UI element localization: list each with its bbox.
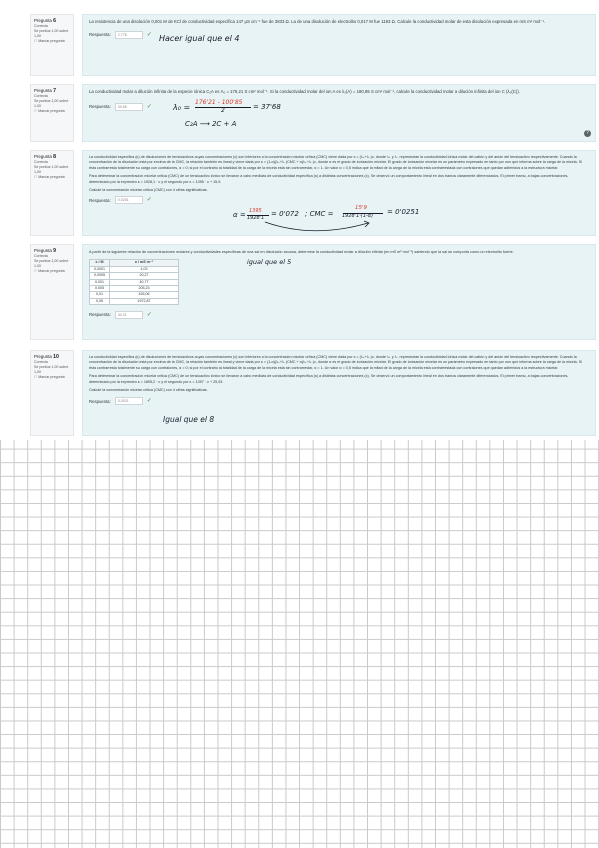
handwritten-numerator: 176'21 - 100'85 bbox=[195, 99, 243, 106]
flag-question-link[interactable]: ⚐ Marcar pregunta bbox=[34, 175, 65, 179]
question-state: Correcta bbox=[34, 160, 48, 164]
question-content bbox=[82, 150, 596, 236]
answer-label: Respuesta: bbox=[89, 398, 111, 404]
flag-question-link[interactable]: ⚐ Marcar pregunta bbox=[34, 269, 65, 273]
question-7 bbox=[30, 84, 596, 142]
answer-row bbox=[89, 196, 589, 204]
question-number: 8 bbox=[53, 154, 56, 160]
handwritten-lambda: λ₀ = bbox=[173, 103, 191, 112]
question-number: 9 bbox=[53, 248, 56, 254]
question-score: Se puntúa 1,00 sobre 1,00 bbox=[34, 29, 69, 38]
correct-check-icon: ✓ bbox=[146, 398, 152, 405]
question-text: La resistencia de una disolución 0,001 M de KCl de conductividad específica 147 µS cm⁻¹ fue de 3833 Ω. La de una disolución de electrolito 0,017 M fue 1193 Ω. Calcule la conductividad molar de esta disolución expresada en mS m² mol⁻¹. bbox=[89, 19, 546, 24]
handwritten-cmc-denominator: 1928'1·(1-α) bbox=[342, 213, 374, 219]
question-score: Se puntúa 1,00 sobre 1,00 bbox=[34, 259, 69, 268]
question-text-definition: La conductividad específica (κ) de disoluciones de tensioactivos cuyas concentraciones (c) son inferiores a la concentración micelar crítica (CMC) viene dada por κ = (λ₊+λ₋)c, donde λ₊ y λ₋ representan la conductividad iónica molar del catión y del anión del tensioactivo respectivamente. Cuando la concentración de la disolución está por encima de la CMC, la relación también es lineal y viene dada por κ = (1-α)(λ₊+λ₋)CMC + α(λ₊+λ₋)c, donde α es el grado de ionización micelar. El grado de ionización micelar es un parámetro expresado en tanto por uno que informa sobre la carga de la micela. Si ésta contrarresta totalmente su carga con contraiones, α = 0; si por el contrario la totalidad de la carga de la micela está sin contrarrestar, α = 1. Un valor α = 0,5 indica que la mitad de la carga de la micela está contrarrestada con contraiones que quedan adheridos a la estructura micelar. bbox=[89, 355, 582, 370]
table-row: 0,0005 20,27 bbox=[90, 273, 179, 279]
answer-input[interactable]: 0,0251 bbox=[115, 196, 143, 204]
answer-row bbox=[89, 397, 589, 405]
table-row: 0,0001 4,03 bbox=[90, 266, 179, 272]
answer-label: Respuesta: bbox=[89, 104, 111, 110]
handwritten-cmc: ; CMC = bbox=[305, 210, 334, 218]
handwritten-note: igual que el 5 bbox=[247, 258, 292, 266]
question-text-task: Calcule la concentración micelar crítica (CMC) con 4 cifras significativas. bbox=[89, 388, 208, 393]
table-row: 0,05 1972,87 bbox=[90, 298, 179, 304]
question-content bbox=[82, 350, 596, 436]
answer-row bbox=[89, 311, 589, 319]
answer-label: Respuesta: bbox=[89, 312, 111, 318]
table-row: 0,01 426,06 bbox=[90, 292, 179, 298]
handwritten-arrow-icon bbox=[263, 219, 373, 235]
flag-question-link[interactable]: ⚐ Marcar pregunta bbox=[34, 39, 65, 43]
question-8 bbox=[30, 150, 596, 236]
question-text: A partir de la siguiente relación de concentraciones molares y conductividades específicas de una sal en disolución acuosa, determine la conductividad molar a dilución infinita (en mS m² mol⁻¹) sabiendo que la sal se comporta como un electrolito fuerte. bbox=[89, 250, 514, 254]
question-state: Correcta bbox=[34, 94, 48, 98]
question-text-task: Calcule la concentración micelar crítica (CMC) con 4 cifras significativas. bbox=[89, 188, 208, 193]
answer-input[interactable]: 40,31 bbox=[115, 311, 143, 319]
table-row: 0,005 205,23 bbox=[90, 286, 179, 292]
answer-label: Respuesta: bbox=[89, 197, 111, 203]
handwritten-alpha-result: = 0'072 bbox=[271, 210, 299, 218]
question-info: Pregunta 8 Correcta Se puntúa 1,00 sobre 1,00 ⚐ Marcar pregunta bbox=[30, 150, 74, 236]
question-number: 7 bbox=[53, 88, 56, 94]
question-info: Pregunta 6 Correcta Se puntúa 1,00 sobre 1,00 ⚐ Marcar pregunta bbox=[30, 14, 74, 76]
question-9 bbox=[30, 244, 596, 340]
correct-check-icon: ✓ bbox=[146, 32, 152, 39]
handwritten-alpha: α = bbox=[233, 211, 246, 219]
handwritten-cmc-numerator: 15'9 bbox=[355, 205, 368, 211]
handwritten-note: Hacer igual que el 4 bbox=[159, 34, 240, 43]
handwritten-cmc-result: = 0'0251 bbox=[387, 208, 420, 216]
help-icon[interactable]: ? bbox=[584, 130, 591, 137]
flag-question-link[interactable]: ⚐ Marcar pregunta bbox=[34, 109, 65, 113]
flag-question-link[interactable]: ⚐ Marcar pregunta bbox=[34, 375, 65, 379]
handwritten-denominator: 2 bbox=[221, 107, 225, 114]
correct-check-icon: ✓ bbox=[146, 312, 152, 319]
correct-check-icon: ✓ bbox=[146, 104, 152, 111]
question-score: Se puntúa 1,00 sobre 1,00 bbox=[34, 365, 69, 374]
question-info: Pregunta 10 Correcta Se puntúa 1,00 sobre 1,00 ⚐ Marcar pregunta bbox=[30, 350, 74, 436]
question-text-definition: La conductividad específica (κ) de disoluciones de tensioactivos cuyas concentraciones (c) son inferiores a la concentración micelar crítica (CMC) viene dada por κ = (λ₊+λ₋)c, donde λ₊ y λ₋ representan la conductividad iónica molar del catión y del anión del tensioactivo respectivamente. Cuando la concentración de la disolución está por encima de la CMC, la relación también es lineal y viene dada por κ = (1-α)(λ₊+λ₋)CMC + α(λ₊+λ₋)c, donde α es el grado de ionización micelar. El grado de ionización micelar es un parámetro expresado en tanto por uno que informa sobre la carga de la micela. Si ésta contrarresta totalmente su carga con contraiones, α = 0; si por el contrario la totalidad de la carga de la micela está sin contrarrestar, α = 1. Un valor α = 0,5 indica que la mitad de la carga de la micela está contrarrestada con contraiones que quedan adheridos a la estructura micelar. bbox=[89, 155, 582, 170]
handwritten-note: Igual que el 8 bbox=[163, 415, 215, 424]
answer-input[interactable]: 2,778 bbox=[115, 31, 143, 39]
handwritten-reaction: C₂A ⟶ 2C + A bbox=[185, 120, 237, 128]
data-table bbox=[89, 259, 179, 305]
table-header: κ / mS m⁻¹ bbox=[110, 260, 179, 266]
question-content bbox=[82, 84, 596, 142]
question-score: Se puntúa 1,00 sobre 1,00 bbox=[34, 165, 69, 174]
handwritten-alpha-denominator: 1928'1 bbox=[247, 215, 265, 221]
question-info: Pregunta 7 Correcta Se puntúa 1,00 sobre 1,00 ⚐ Marcar pregunta bbox=[30, 84, 74, 142]
question-text: La conductividad molar a dilución infinita de la especie iónica C₂A es Λ₀ = 176,21 S cm² mol⁻¹. Si la conductividad molar del ion A es λ₀(A) = 180,85 S cm² mol⁻¹, calcule la conductividad molar a dilución infinita del ion C (λ₀(C)). bbox=[89, 89, 520, 94]
answer-label: Respuesta: bbox=[89, 32, 111, 38]
question-text-experiment: Para determinar la concentración micelar crítica (CMC) de un tensioactivo iónico se llevaron a cabo medidas de conductividad específica (κ) a distintas concentraciones (c). Se observó un comportamiento lineal en dos tramos claramente diferenciados. El primer tramo, a bajas concentraciones, determinado por la expresión κ = 1928,1 · c y el segundo por κ = 1395 · c + 15,9. bbox=[89, 174, 569, 184]
answer-input[interactable]: 0,0521 bbox=[115, 397, 143, 405]
question-number: 6 bbox=[53, 18, 56, 24]
question-6 bbox=[30, 14, 596, 76]
answer-input[interactable]: 39,68 bbox=[115, 103, 143, 111]
question-text-experiment: Para determinar la concentración micelar crítica (CMC) de un tensioactivo iónico se llevaron a cabo medidas de conductividad específica (κ) a distintas concentraciones (c). Se observó un comportamiento lineal en dos tramos claramente diferenciados. El primer tramo, a bajas concentraciones, determinado por la expresión κ = 1895,2 · c y el segundo por κ = 1397 · c + 25,93. bbox=[89, 374, 569, 384]
question-number: 10 bbox=[53, 354, 59, 360]
question-info: Pregunta 9 Correcta Se puntúa 1,00 sobre 1,00 ⚐ Marcar pregunta bbox=[30, 244, 74, 340]
question-content bbox=[82, 244, 596, 340]
table-header: c / M bbox=[90, 260, 110, 266]
table-row: 0,001 40,77 bbox=[90, 279, 179, 285]
correct-check-icon: ✓ bbox=[146, 197, 152, 204]
answer-row bbox=[89, 103, 589, 111]
handwritten-alpha-numerator: 1395 bbox=[249, 208, 262, 214]
question-state: Correcta bbox=[34, 254, 48, 258]
question-state: Correcta bbox=[34, 360, 48, 364]
question-content bbox=[82, 14, 596, 76]
handwritten-result: = 37'68 bbox=[253, 103, 281, 111]
question-state: Correcta bbox=[34, 24, 48, 28]
question-score: Se puntúa 1,00 sobre 1,00 bbox=[34, 99, 69, 108]
question-10 bbox=[30, 350, 596, 436]
